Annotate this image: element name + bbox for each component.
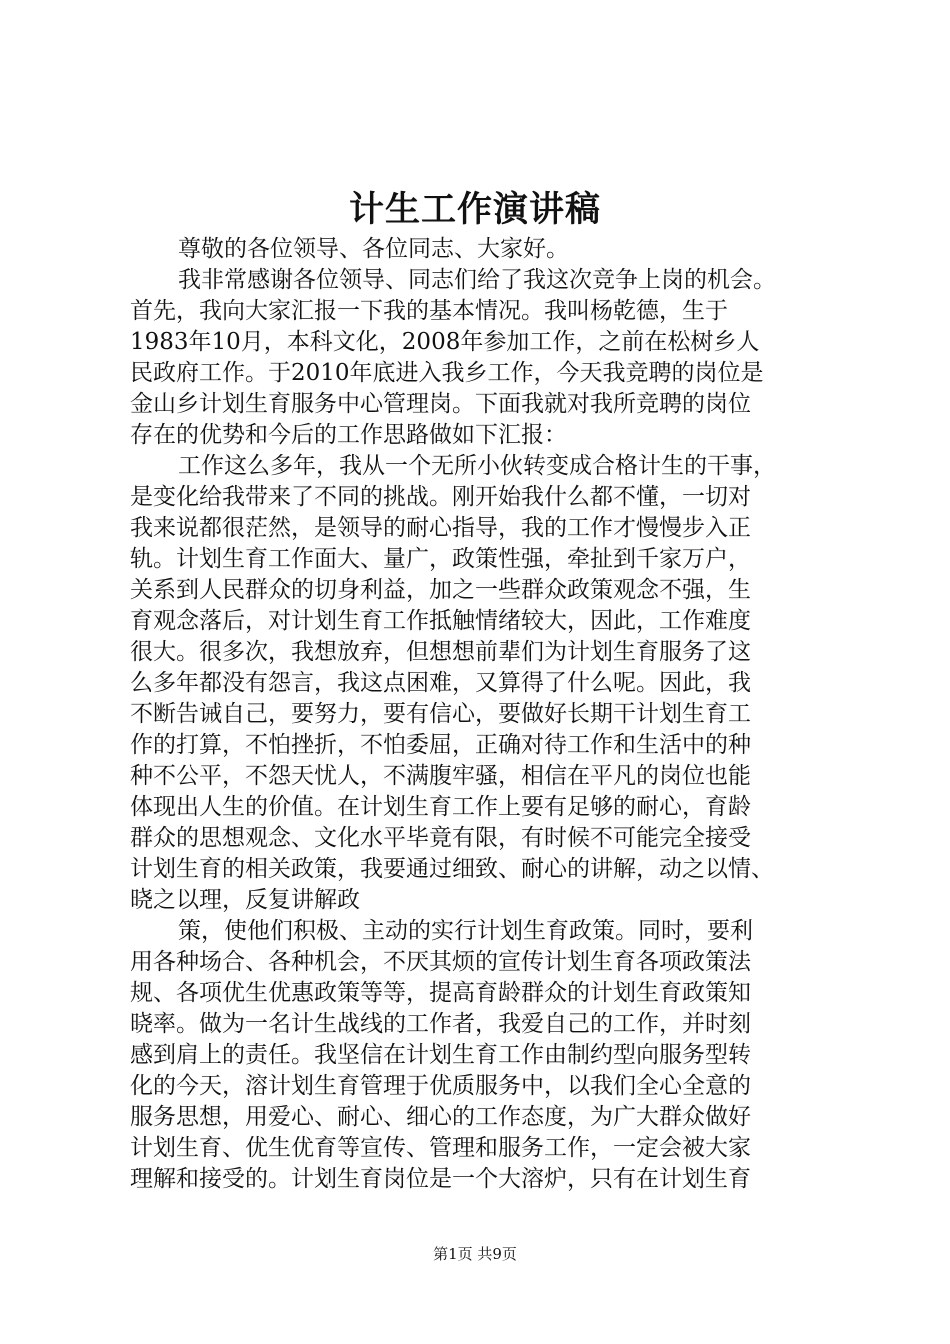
text-line: 1983年10月，本科文化，2008年参加工作，之前在松树乡人 <box>130 329 760 355</box>
text-line: 群众的思想观念、文化水平毕竟有限，有时候不可能完全接受 <box>130 825 751 851</box>
text-line: 轨。计划生育工作面大、量广，政策性强，牵扯到千家万户， <box>130 546 751 572</box>
text-line: 尊敬的各位领导、各位同志、大家好。 <box>178 236 569 262</box>
text-line: 育观念落后，对计划生育工作抵触情绪较大，因此，工作难度 <box>130 608 751 634</box>
text-line: 种不公平，不怨天忧人，不满腹牢骚，相信在平凡的岗位也能 <box>130 763 751 789</box>
text-line: 计划生育的相关政策，我要通过细致、耐心的讲解，动之以情、 <box>130 856 774 882</box>
text-line: 民政府工作。于2010年底进入我乡工作，今天我竞聘的岗位是 <box>130 360 764 386</box>
document-body <box>130 234 840 1195</box>
text-line: 化的今天，溶计划生育管理于优质服务中，以我们全心全意的 <box>130 1073 751 1099</box>
text-line: 规、各项优生优惠政策等等，提高育龄群众的计划生育政策知 <box>130 980 751 1006</box>
text-line: 理解和接受的。计划生育岗位是一个大溶炉，只有在计划生育 <box>130 1166 751 1192</box>
document-title: 计生工作演讲稿 <box>348 189 601 230</box>
text-line: 是变化给我带来了不同的挑战。刚开始我什么都不懂，一切对 <box>130 484 751 510</box>
text-line: 很大。很多次，我想放弃，但想想前辈们为计划生育服务了这 <box>130 639 751 665</box>
text-line: 存在的优势和今后的工作思路做如下汇报： <box>130 422 567 448</box>
text-line: 用各种场合、各种机会，不厌其烦的宣传计划生育各项政策法 <box>130 949 751 975</box>
text-line: 作的打算，不怕挫折，不怕委屈，正确对待工作和生活中的种 <box>130 732 751 758</box>
text-line: 我非常感谢各位领导、同志们给了我这次竞争上岗的机会。 <box>178 267 776 293</box>
text-line: 么多年都没有怨言，我这点困难，又算得了什么呢。因此，我 <box>130 670 751 696</box>
text-line: 体现出人生的价值。在计划生育工作上要有足够的耐心，育龄 <box>130 794 751 820</box>
text-line: 策，使他们积极、主动的实行计划生育政策。同时，要利 <box>178 918 753 944</box>
text-line: 不断告诫自己，要努力，要有信心，要做好长期干计划生育工 <box>130 701 751 727</box>
text-line: 计划生育、优生优育等宣传、管理和服务工作，一定会被大家 <box>130 1135 751 1161</box>
text-line: 服务思想，用爱心、耐心、细心的工作态度，为广大群众做好 <box>130 1104 751 1130</box>
text-line: 首先，我向大家汇报一下我的基本情况。我叫杨乾德，生于 <box>130 298 728 324</box>
page-footer: 第1页 共9页 <box>433 1245 517 1263</box>
text-line: 晓之以理，反复讲解政 <box>130 887 360 913</box>
text-line: 感到肩上的责任。我坚信在计划生育工作由制约型向服务型转 <box>130 1042 751 1068</box>
text-line: 我来说都很茫然，是领导的耐心指导，我的工作才慢慢步入正 <box>130 515 751 541</box>
text-line: 金山乡计划生育服务中心管理岗。下面我就对我所竞聘的岗位 <box>130 391 751 417</box>
text-line: 关系到人民群众的切身利益，加之一些群众政策观念不强，生 <box>130 577 751 603</box>
text-line: 晓率。做为一名计生战线的工作者，我爱自己的工作，并时刻 <box>130 1011 751 1037</box>
text-line: 工作这么多年，我从一个无所小伙转变成合格计生的干事， <box>178 453 776 479</box>
